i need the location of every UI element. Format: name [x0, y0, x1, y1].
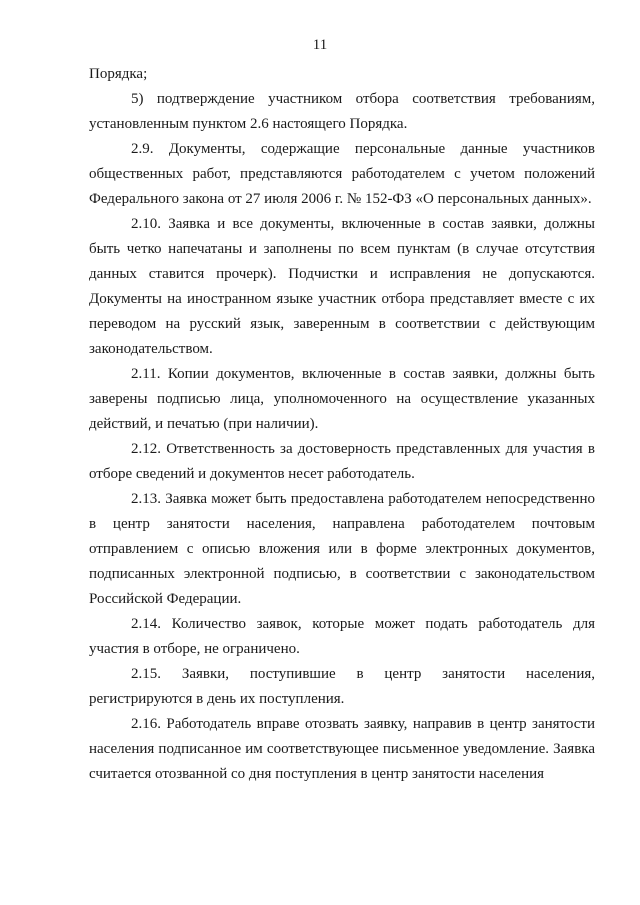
document-body: [89, 62, 595, 787]
paragraph-2-10: 2.10. Заявка и все документы, включенные в состав заявки, должны быть четко напечатаны и заполнены по всем пунктам (в случае отсутствия данных ставится прочерк). Подчистки и исправления не допускаются. Документы на иностранном языке участник отбора представляет вместе с их переводом на русский язык, заверенным в соответствии с действующим законодательством.: [89, 216, 595, 357]
paragraph-2-12: 2.12. Ответственность за достоверность представленных для участия в отборе сведений и документов несет работодатель.: [89, 441, 595, 482]
paragraph-2-16: 2.16. Работодатель вправе отозвать заявку, направив в центр занятости населения подписанное им соответствующее письменное уведомление. Заявка считается отозванной со дня поступления в центр занятости населения: [89, 716, 595, 782]
paragraph-continuation: Порядка;: [89, 66, 148, 82]
paragraph-2-15: 2.15. Заявки, поступившие в центр занятости населения, регистрируются в день их поступления.: [89, 666, 595, 707]
paragraph-2-11: 2.11. Копии документов, включенные в состав заявки, должны быть заверены подписью лица, уполномоченного на осуществление указанных действий, и печатью (при наличии).: [89, 366, 595, 432]
paragraph-2-9: 2.9. Документы, содержащие персональные данные участников общественных работ, представляются работодателем с учетом положений Федерального закона от 27 июля 2006 г. № 152-ФЗ «О персональных данных».: [89, 141, 595, 207]
paragraph-item-5: 5) подтверждение участником отбора соответствия требованиям, установленным пунктом 2.6 настоящего Порядка.: [89, 91, 595, 132]
paragraph-2-13: 2.13. Заявка может быть предоставлена работодателем непосредственно в центр занятости населения, направлена работодателем почтовым отправлением с описью вложения или в форме электронных документов, подписанных электронной подписью, в соответствии с законодательством Российской Федерации.: [89, 491, 595, 607]
page-number: 11: [312, 37, 328, 53]
paragraph-2-14: 2.14. Количество заявок, которые может подать работодатель для участия в отборе, не ограничено.: [89, 616, 595, 657]
